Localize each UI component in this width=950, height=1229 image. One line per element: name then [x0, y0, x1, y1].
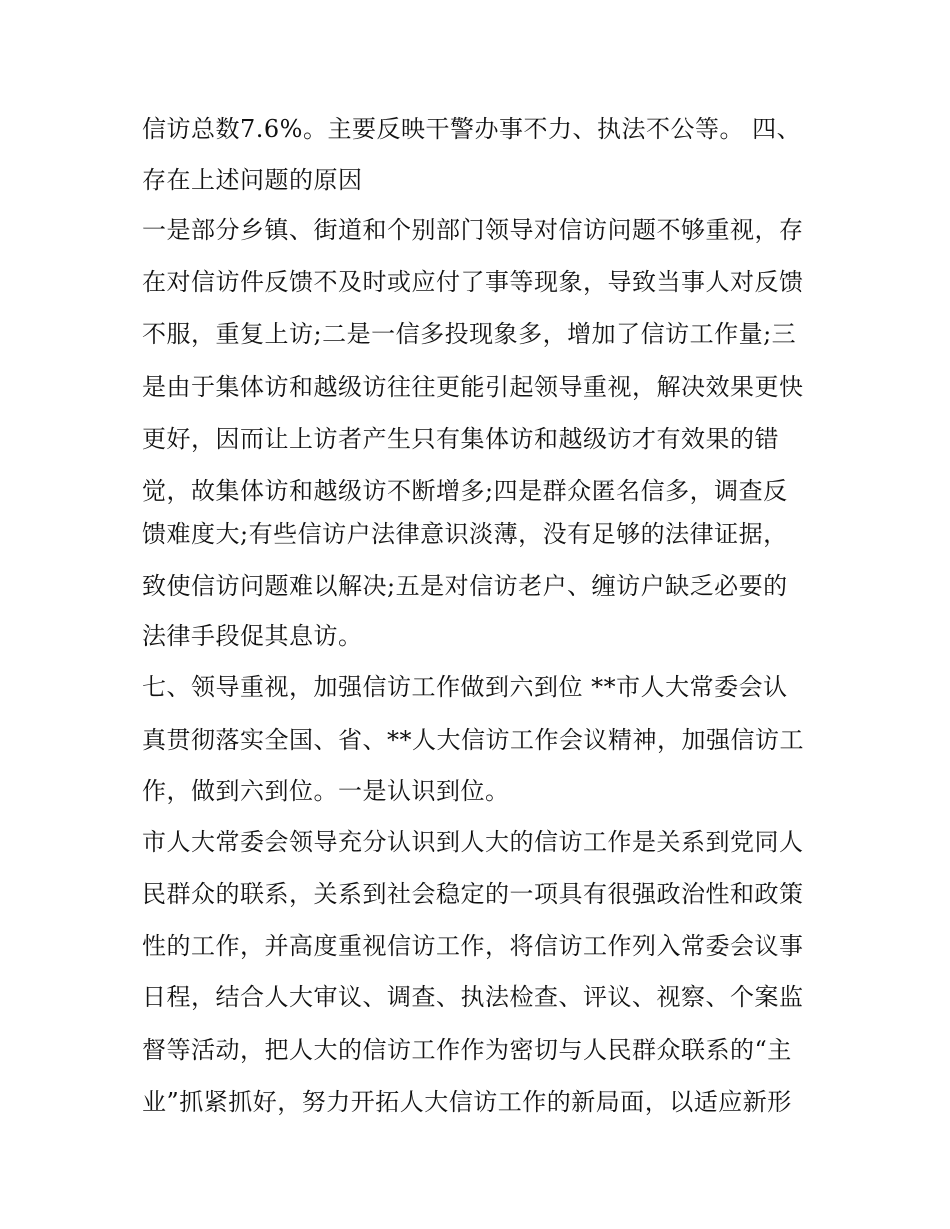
- text-line: 作，做到六到位。一是认识到位。: [142, 777, 510, 805]
- text-line: 一是部分乡镇、街道和个别部门领导对信访问题不够重视，存: [142, 216, 804, 244]
- text-line: 业”抓紧抓好，努力开拓人大信访工作的新局面，以适应新形: [142, 1088, 792, 1116]
- text-line: 真贯彻落实全国、省、**人大信访工作会议精神，加强信访工: [142, 726, 804, 754]
- text-line: 日程，结合人大审议、调查、执法检查、评议、视察、个案监: [142, 983, 804, 1011]
- text-line: 民群众的联系，关系到社会稳定的一项具有很强政治性和政策: [142, 880, 804, 908]
- text-line: 是由于集体访和越级访往往更能引起领导重视，解决效果更快: [142, 373, 804, 401]
- text-line: 不服，重复上访;二是一信多投现象多，增加了信访工作量;三: [142, 320, 797, 348]
- text-line: 信访总数7.6%。主要反映干警办事不力、执法不公等。 四、: [142, 115, 802, 143]
- text-line: 在对信访件反馈不及时或应付了事等现象，导致当事人对反馈: [142, 268, 804, 296]
- text-line: 性的工作，并高度重视信访工作，将信访工作列入常委会议事: [142, 932, 804, 960]
- text-line: 更好，因而让上访者产生只有集体访和越级访才有效果的错: [142, 425, 779, 453]
- text-line: 觉，故集体访和越级访不断增多;四是群众匿名信多，调查反: [142, 477, 788, 505]
- text-line: 七、领导重视，加强信访工作做到六到位 **市人大常委会认: [142, 673, 788, 701]
- text-line: 市人大常委会领导充分认识到人大的信访工作是关系到党同人: [142, 828, 804, 856]
- text-line: 馈难度大;有些信访户法律意识淡薄，没有足够的法律证据，: [142, 520, 788, 548]
- text-line: 存在上述问题的原因: [142, 166, 363, 194]
- text-line: 法律手段促其息访。: [142, 622, 363, 650]
- text-line: 督等活动，把人大的信访工作作为密切与人民群众联系的“主: [142, 1036, 792, 1064]
- text-line: 致使信访问题难以解决;五是对信访老户、缠访户缺乏必要的: [142, 572, 788, 600]
